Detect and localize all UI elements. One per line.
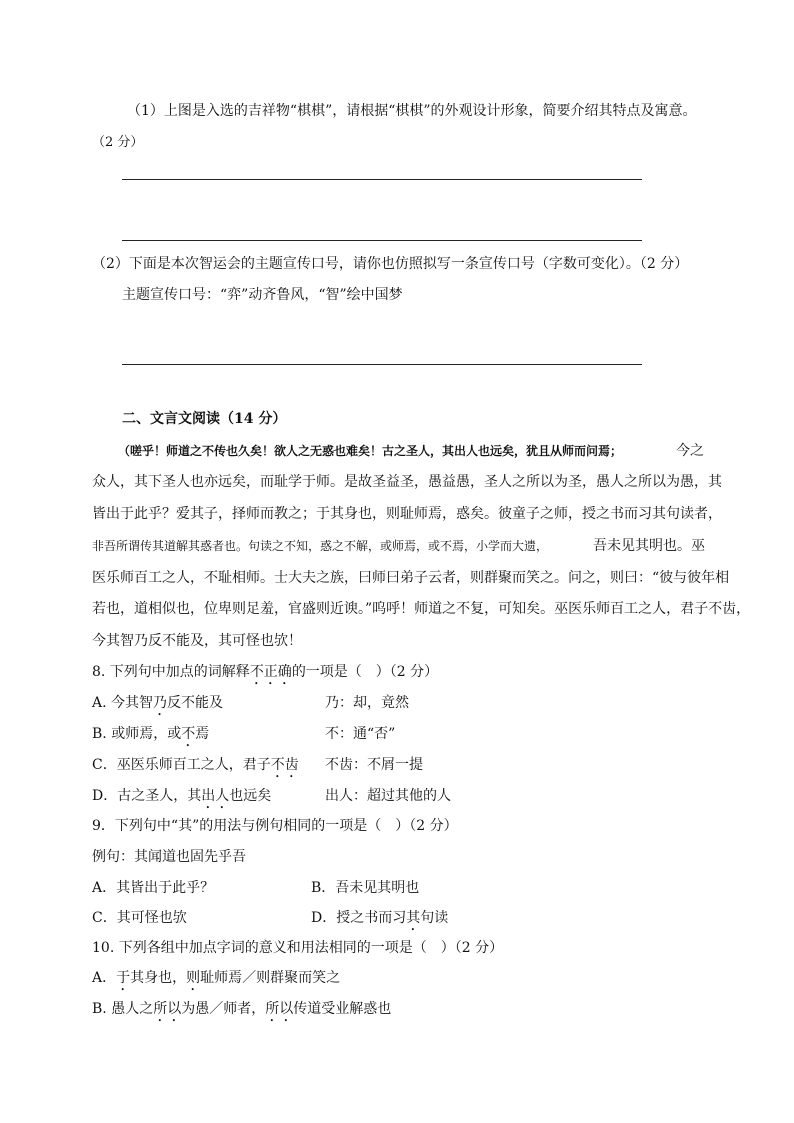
passage-line-1b: 今之 bbox=[676, 443, 704, 459]
q9-option-a[interactable]: A．其皆出于此乎？ bbox=[92, 880, 215, 896]
passage-line-2: 众人，其下圣人也亦远矣，而耻学于师。是故圣益圣，愚益愚，圣人之所以为圣，愚人之所以为愚，其 bbox=[92, 474, 722, 490]
q10-a-dotted-2: 则 bbox=[186, 970, 201, 986]
q8-b-dotted: 不 bbox=[181, 726, 196, 742]
q8-a-rest: 反不能及 bbox=[167, 695, 224, 711]
q8-b-explanation: 不：通“否” bbox=[325, 726, 396, 742]
answer-line-3[interactable] bbox=[122, 364, 642, 365]
q8-c-dotted: 不齿 bbox=[270, 757, 299, 773]
q8-stem-dotted: 不正确 bbox=[249, 664, 292, 680]
passage-line-4b: 吾未见其明也。巫 bbox=[593, 538, 705, 554]
q9-option-d[interactable] bbox=[311, 908, 448, 934]
q8-d-dotted: 出人 bbox=[201, 788, 230, 804]
q8-a-label: A. 今其智 bbox=[92, 695, 154, 711]
q8-stem-post: 的一项是（ ）（2 分） bbox=[291, 664, 439, 680]
q10-option-b[interactable] bbox=[92, 999, 391, 1025]
question-2-text: （2）下面是本次智运会的主题宣传口号，请你也仿照拟写一条宣传口号（字数可变化）。（2 分） bbox=[92, 256, 689, 272]
q8-option-d[interactable] bbox=[92, 786, 271, 812]
answer-line-2[interactable] bbox=[122, 240, 642, 241]
passage-line-5: 医乐师百工之人，不耻相师。士大夫之族，曰师曰弟子云者，则群聚而笑之。问之，则曰：“彼与彼年相 bbox=[92, 570, 730, 586]
q8-a-explanation: 乃：却，竟然 bbox=[325, 695, 409, 711]
q10-a-dotted-1: 于 bbox=[116, 970, 131, 986]
q8-d-label: D．古之圣人，其 bbox=[92, 788, 202, 804]
q10-a-post: 耻师焉／则群聚而笑之 bbox=[200, 970, 341, 986]
q8-d-rest: 也远矣 bbox=[229, 788, 272, 804]
passage-line-6: 若也，道相似也，位卑则足羞，官盛则近谀。”呜呼！师道之不复，可知矣。巫医乐师百工之人，君子不齿， bbox=[92, 601, 751, 617]
passage-line-1a: （嗟乎！师道之不传也久矣！欲人之无惑也难矣！古之圣人，其出人也远矣，犹且从师而问焉； bbox=[118, 444, 623, 458]
q8-option-b[interactable] bbox=[92, 724, 209, 750]
q9-option-b[interactable]: B．吾未见其明也 bbox=[311, 880, 420, 896]
question-1-text: （1）上图是入选的吉祥物“棋棋”，请根据“棋棋”的外观设计形象，简要介绍其特点及寓意。 bbox=[127, 103, 697, 119]
q8-option-c[interactable] bbox=[92, 755, 299, 781]
question-1-score: （2 分） bbox=[92, 135, 144, 150]
q10-b-mid: 为愚／师者， bbox=[181, 1001, 266, 1017]
q10-b-dotted-1: 所以 bbox=[153, 1001, 182, 1017]
q9-option-c[interactable]: C．其可怪也欤 bbox=[92, 910, 187, 926]
q9-d-pre: D．授之书而习 bbox=[311, 910, 407, 926]
passage-line-3: 皆出于此乎？爱其子，择师而教之；于其身也，则耻师焉，惑矣。彼童子之师，授之书而习其句读者， bbox=[92, 506, 722, 522]
question-2-slogan: 主题宣传口号：“弈”动齐鲁风，“智”绘中国梦 bbox=[122, 287, 403, 303]
q10-a-mid: 其身也， bbox=[130, 970, 187, 986]
q9-d-dotted: 其 bbox=[406, 910, 421, 926]
question-10-stem: 10. 下列各组中加点字词的意义和用法相同的一项是（ ）（2 分） bbox=[92, 940, 504, 956]
q9-d-post: 句读 bbox=[420, 910, 449, 926]
q10-option-a[interactable] bbox=[92, 968, 340, 994]
q10-b-pre: B. 愚人之 bbox=[92, 1001, 154, 1017]
question-8-stem bbox=[92, 662, 438, 688]
q8-c-explanation: 不齿：不屑一提 bbox=[325, 757, 423, 773]
answer-line-1[interactable] bbox=[122, 179, 642, 180]
q10-b-post: 传道受业解惑也 bbox=[293, 1001, 392, 1017]
q8-b-rest: 焉 bbox=[195, 726, 210, 742]
q10-b-dotted-2: 所以 bbox=[265, 1001, 294, 1017]
q8-stem-pre: 8. 下列句中加点的词解释 bbox=[92, 664, 250, 680]
question-9-stem: 9．下列句中“其”的用法与例句相同的一项是（ ）（2 分） bbox=[92, 818, 458, 834]
question-9-example: 例句：其闻道也固先乎吾 bbox=[92, 849, 246, 865]
passage-line-4a: 非吾所谓传其道解其惑者也。句读之不知，惑之不解，或师焉，或不焉，小学而大遗， bbox=[92, 539, 549, 553]
q8-d-explanation: 出人：超过其他的人 bbox=[325, 788, 451, 804]
q10-a-pre: A． bbox=[92, 970, 117, 986]
q8-a-dotted: 乃 bbox=[153, 695, 168, 711]
passage-line-7: 今其智乃反不能及，其可怪也欤！ bbox=[92, 633, 302, 649]
q8-option-a[interactable] bbox=[92, 693, 223, 719]
section-title: 二、文言文阅读（14 分） bbox=[122, 411, 287, 427]
q8-b-label: B. 或师焉，或 bbox=[92, 726, 182, 742]
q8-c-label: C．巫医乐师百工之人，君子 bbox=[92, 757, 271, 773]
